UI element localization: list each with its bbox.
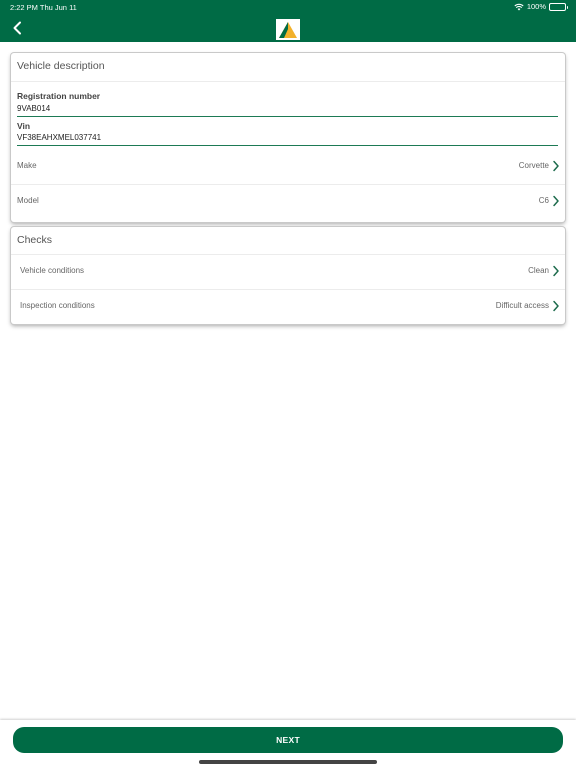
vehicle-conditions-row[interactable] bbox=[11, 255, 565, 289]
top-navigation-bar bbox=[0, 0, 576, 42]
wifi-icon bbox=[514, 3, 524, 11]
chevron-right-icon bbox=[552, 300, 560, 312]
status-bar bbox=[0, 0, 576, 14]
divider bbox=[11, 81, 565, 82]
chevron-right-icon bbox=[552, 195, 560, 207]
vehicle-description-title: Vehicle description bbox=[17, 60, 105, 72]
status-right bbox=[514, 2, 566, 11]
make-value: Corvette bbox=[518, 161, 549, 170]
inspection-conditions-row[interactable] bbox=[11, 290, 565, 324]
model-row[interactable] bbox=[11, 185, 565, 219]
checks-title: Checks bbox=[17, 234, 53, 246]
make-label: Make bbox=[17, 161, 37, 170]
battery-percent: 100% bbox=[526, 2, 546, 11]
back-button[interactable] bbox=[8, 18, 26, 38]
home-indicator bbox=[199, 760, 377, 764]
battery-icon bbox=[549, 3, 566, 11]
vehicle-description-card bbox=[11, 53, 565, 222]
checks-card bbox=[11, 227, 565, 324]
inspection-conditions-label: Inspection conditions bbox=[20, 301, 95, 310]
chevron-right-icon bbox=[552, 160, 560, 172]
vin-input[interactable]: VF38EAHXMEL037741 bbox=[17, 133, 558, 146]
model-label: Model bbox=[17, 196, 39, 205]
status-time: 2:22 PM Thu Jun 11 bbox=[10, 3, 77, 12]
inspection-conditions-value: Difficult access bbox=[495, 301, 549, 310]
back-chevron-icon bbox=[12, 21, 22, 35]
vin-label: Vin bbox=[17, 121, 31, 131]
chevron-right-icon bbox=[552, 265, 560, 277]
next-button[interactable]: NEXT bbox=[13, 727, 563, 753]
registration-label: Registration number bbox=[17, 91, 101, 101]
app-logo-icon bbox=[276, 19, 300, 40]
vehicle-conditions-label: Vehicle conditions bbox=[20, 266, 85, 275]
make-row[interactable] bbox=[11, 150, 565, 184]
model-value: C6 bbox=[538, 196, 549, 205]
registration-input[interactable]: 9VAB014 bbox=[17, 104, 558, 117]
vehicle-conditions-value: Clean bbox=[528, 266, 549, 275]
